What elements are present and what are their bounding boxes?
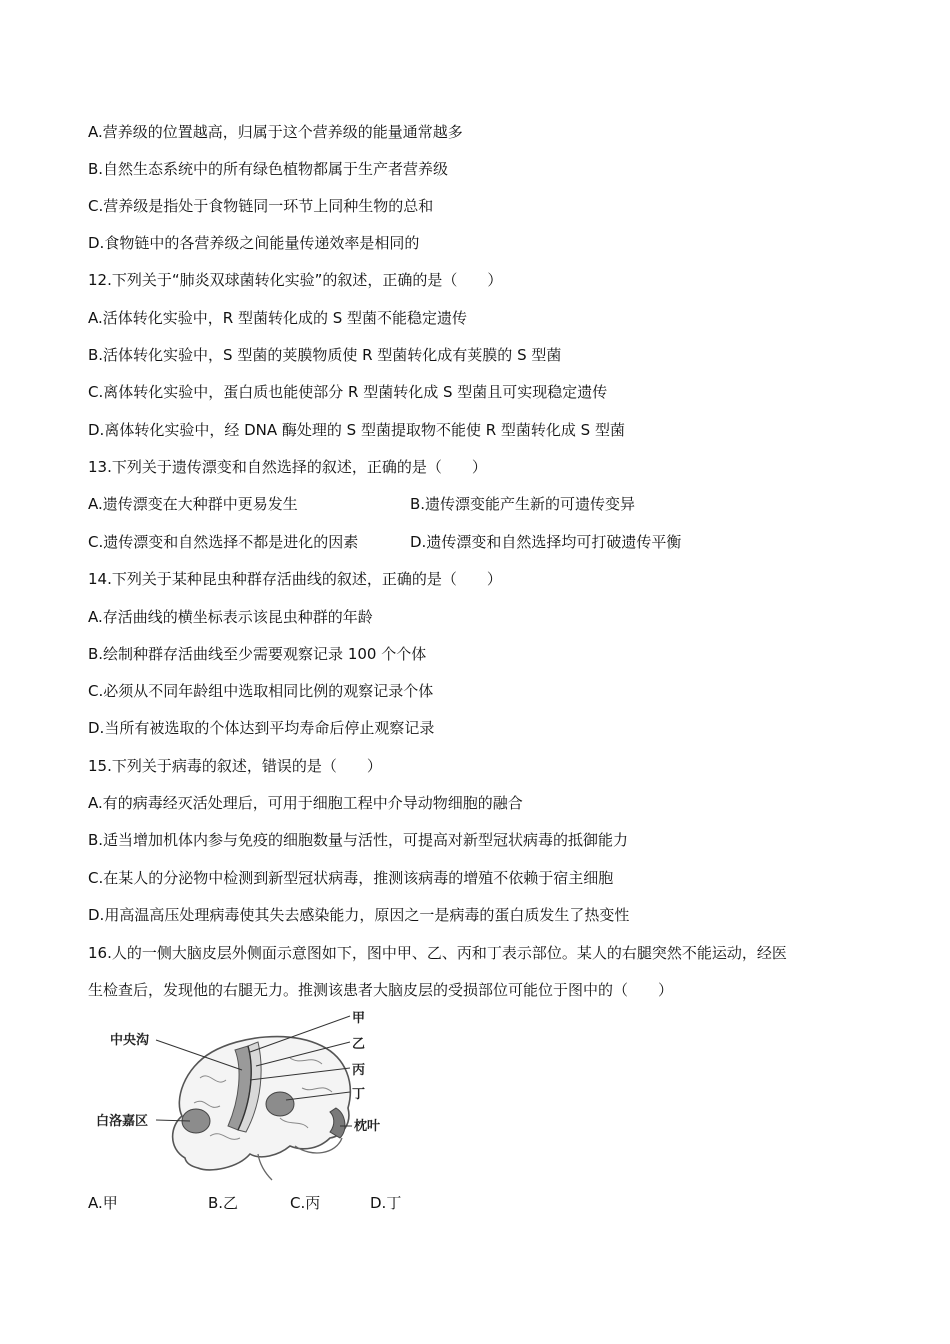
- q14-option-a: A.存活曲线的横坐标表示该昆虫种群的年龄: [88, 608, 373, 626]
- q13-option-a: A.遗传漂变在大种群中更易发生: [88, 495, 298, 513]
- label-ding: 丁: [352, 1087, 366, 1102]
- q15-option-a: A.有的病毒经灭活处理后，可用于细胞工程中介导动物细胞的融合: [88, 794, 523, 812]
- q14-option-d: D.当所有被选取的个体达到平均寿命后停止观察记录: [88, 719, 435, 737]
- region-ding: [266, 1092, 294, 1116]
- q14-option-b: B.绘制种群存活曲线至少需要观察记录 100 个个体: [88, 645, 427, 663]
- q16-option-b: B.乙: [208, 1194, 239, 1212]
- label-broca: 白洛嘉区: [96, 1114, 149, 1129]
- q13-option-d: D.遗传漂变和自然选择均可打破遗传平衡: [410, 533, 682, 551]
- brain-outline: [173, 1037, 351, 1170]
- q11-option-b: B.自然生态系统中的所有绿色植物都属于生产者营养级: [88, 160, 449, 178]
- label-central-sulcus: 中央沟: [110, 1033, 150, 1048]
- q16-option-a: A.甲: [88, 1194, 118, 1212]
- label-jia: 甲: [352, 1011, 366, 1026]
- q11-option-d: D.食物链中的各营养级之间能量传递效率是相同的: [88, 234, 420, 252]
- q12-option-b: B.活体转化实验中，S 型菌的荚膜物质使 R 型菌转化成有荚膜的 S 型菌: [88, 346, 562, 364]
- q15-option-d: D.用高温高压处理病毒使其失去感染能力，原因之一是病毒的蛋白质发生了热变性: [88, 906, 630, 924]
- q16-stem-line1: 16.人的一侧大脑皮层外侧面示意图如下，图中甲、乙、丙和丁表示部位。某人的右腿突然不能运动，经医: [88, 944, 787, 962]
- q15-option-c: C.在某人的分泌物中检测到新型冠状病毒，推测该病毒的增殖不依赖于宿主细胞: [88, 869, 614, 887]
- q11-option-a: A.营养级的位置越高，归属于这个营养级的能量通常越多: [88, 123, 463, 141]
- q12-stem: 12.下列关于“肺炎双球菌转化实验”的叙述，正确的是（ ）: [88, 271, 503, 289]
- brain-diagram: [90, 1008, 390, 1183]
- q13-stem: 13.下列关于遗传漂变和自然选择的叙述，正确的是（ ）: [88, 458, 487, 476]
- q12-option-d: D.离体转化实验中，经 DNA 酶处理的 S 型菌提取物不能使 R 型菌转化成 S 型菌: [88, 421, 625, 439]
- brain-cortex-figure: [90, 1008, 390, 1183]
- q12-option-a: A.活体转化实验中，R 型菌转化成的 S 型菌不能稳定遗传: [88, 309, 468, 327]
- q12-option-c: C.离体转化实验中，蛋白质也能使部分 R 型菌转化成 S 型菌且可实现稳定遗传: [88, 383, 608, 401]
- q16-option-d: D.丁: [370, 1194, 402, 1212]
- q13-option-b: B.遗传漂变能产生新的可遗传变异: [410, 495, 636, 513]
- brain-stem: [258, 1154, 272, 1180]
- q15-option-b: B.适当增加机体内参与免疫的细胞数量与活性，可提高对新型冠状病毒的抵御能力: [88, 831, 629, 849]
- q14-stem: 14.下列关于某种昆虫种群存活曲线的叙述，正确的是（ ）: [88, 570, 502, 588]
- q16-stem-line2: 生检查后，发现他的右腿无力。推测该患者大脑皮层的受损部位可能位于图中的（ ）: [88, 981, 674, 999]
- label-bing: 丙: [352, 1063, 366, 1078]
- q11-option-c: C.营养级是指处于食物链同一环节上同种生物的总和: [88, 197, 434, 215]
- q14-option-c: C.必须从不同年龄组中选取相同比例的观察记录个体: [88, 682, 434, 700]
- q13-option-c: C.遗传漂变和自然选择不都是进化的因素: [88, 533, 359, 551]
- q15-stem: 15.下列关于病毒的叙述，错误的是（ ）: [88, 757, 382, 775]
- label-yi: 乙: [352, 1037, 366, 1052]
- label-occipital: 枕叶: [354, 1119, 381, 1134]
- q16-option-c: C.丙: [290, 1194, 321, 1212]
